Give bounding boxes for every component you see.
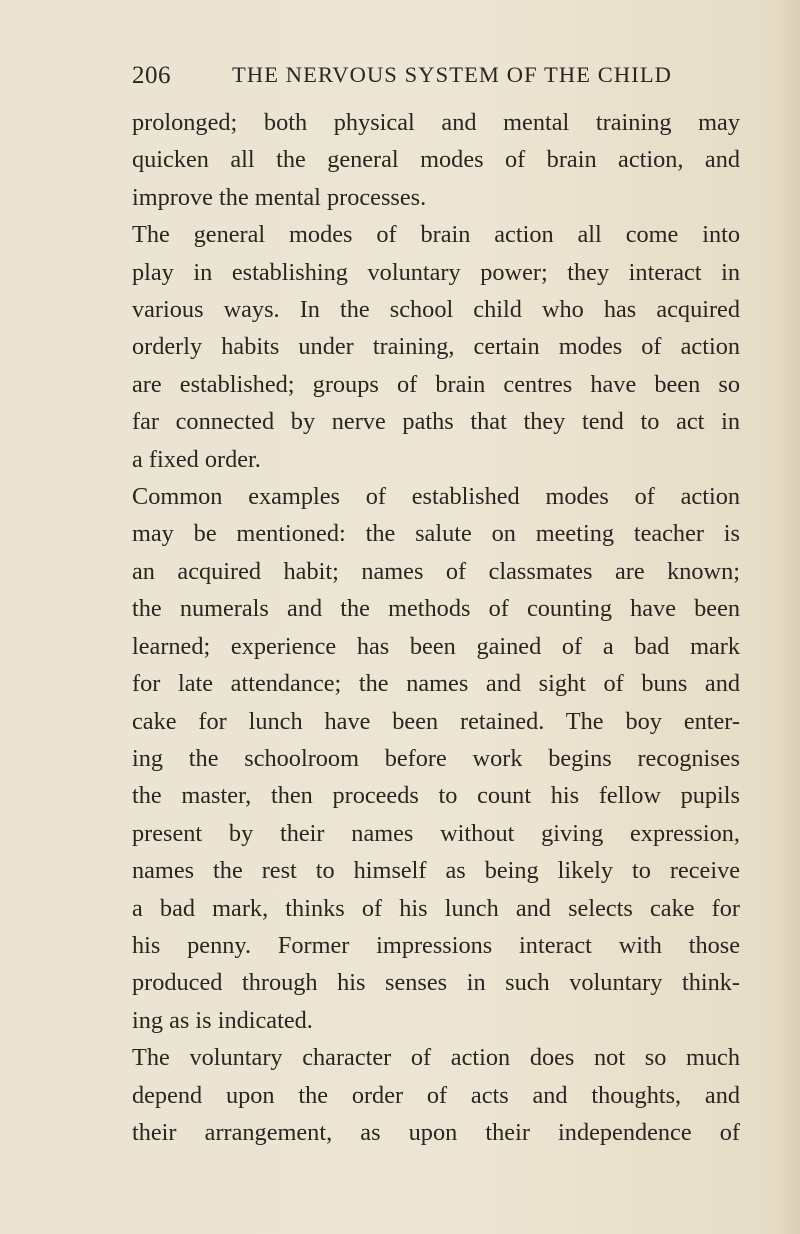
text-line: names the rest to himself as being likely to receive: [132, 857, 740, 885]
text-line: play in establishing voluntary power; they interact in: [132, 258, 740, 286]
text-line: ing as is indicated.: [132, 1006, 313, 1034]
text-line: The general modes of brain action all come into: [132, 221, 740, 249]
running-head: [132, 62, 742, 96]
text-line: a bad mark, thinks of his lunch and selects cake for: [132, 894, 740, 922]
text-line: produced through his senses in such voluntary think-: [132, 969, 740, 997]
text-line: ing the schoolroom before work begins recognises: [132, 744, 740, 772]
running-title: THE NERVOUS SYSTEM OF THE CHILD: [232, 62, 673, 87]
text-line: orderly habits under training, certain modes of action: [132, 333, 740, 361]
text-line: for late attendance; the names and sight of buns and: [132, 670, 740, 698]
text-line: improve the mental processes.: [132, 183, 427, 211]
text-line: quicken all the general modes of brain action, and: [132, 146, 740, 174]
text-line: depend upon the order of acts and thoughts, and: [132, 1081, 740, 1109]
text-line: are established; groups of brain centres have been so: [132, 370, 740, 398]
text-line: various ways. In the school child who has acquired: [132, 296, 740, 324]
text-line: the numerals and the methods of counting have been: [132, 595, 740, 623]
text-line: Common examples of established modes of action: [132, 483, 740, 511]
text-line: their arrangement, as upon their independence of: [132, 1118, 740, 1146]
text-line: prolonged; both physical and mental training may: [132, 109, 740, 136]
text-line: The voluntary character of action does not so much: [132, 1044, 740, 1072]
text-line: learned; experience has been gained of a bad mark: [132, 632, 740, 660]
text-line: present by their names without giving expression,: [132, 819, 740, 847]
text-line: a fixed order.: [132, 445, 261, 473]
text-line: an acquired habit; names of classmates are known;: [132, 557, 740, 585]
text-line: the master, then proceeds to count his fellow pupils: [132, 782, 740, 810]
text-line: cake for lunch have been retained. The boy enter-: [132, 707, 740, 735]
text-line: far connected by nerve paths that they tend to act in: [132, 408, 740, 436]
text-line: his penny. Former impressions interact with those: [132, 931, 740, 959]
page-number: 206: [132, 62, 171, 89]
text-line: may be mentioned: the salute on meeting teacher is: [132, 520, 740, 548]
body-text: [132, 104, 740, 1151]
